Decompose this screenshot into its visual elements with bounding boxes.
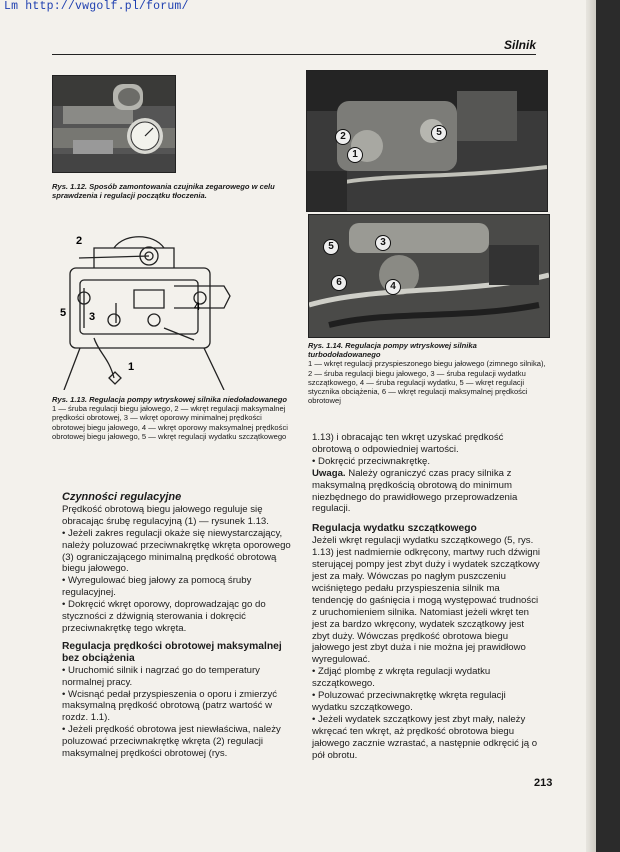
bullet-item: • Jeżeli wydatek szczątkowy jest zbyt mały, należy wkręcać ten wkręt, aż prędkość obrotowa biegu jałowego zacznie wzrastać, a następnie odkręcić ją o pół obrotu. [312,713,538,761]
figure-1-13-caption [52,395,288,441]
note-label: Uwaga. [312,467,346,479]
bullet-item: • Dokręcić wkręt oporowy, doprowadzając go do styczności z dźwignią sterowania i dokręcić przeciwnakrętkę tego wkręta. [62,599,266,634]
section-header: Silnik [503,38,536,52]
paragraph: 1.13) i obracając ten wkręt uzyskać prędkość obrotową o odpowiedniej wartości. [312,432,504,455]
diagram-label-1: 1 [128,361,135,373]
note-text: Należy ograniczyć czas pracy silnika z maksymalną prędkością obrotową do minimum niezbędnego do prawidłowego przeprowadzenia regulacji. [312,467,518,515]
figure-1-13-diagram [54,228,284,390]
heading-czynnosci-regulacyjne: Czynności regulacyjne [62,491,182,503]
photo-bottom-callout-4: 4 [385,279,401,295]
paragraph: Jeżeli wkręt regulacji wydatku szczątkowego (5, rys. 1.13) jest nadmiernie odkręcony, martwy ruch dźwigni sterującej pompy jest zbyt duży i wydatek szczątkowy jest za mały. Wówczas po nagłym puszczeniu wciśniętego pedału przyspieszenia silnik ma tendencję do gaśnięcia i mogą występować trudności z uruchomieniem silnika. Natomiast jeżeli wkręt ten jest za bardzo wkręcony, wydatek szczątkowy jest zbyt duży. Wówczas prędkość obrotowa biegu jałowego jest zbyt duża i nie można jej prawidłowo wyregulować. [312,535,541,666]
figure-1-12-photo [52,75,176,173]
figure-1-14-photo-top [306,70,548,212]
note-paragraph [312,468,542,516]
right-column-text [312,432,542,761]
heading-regulacja-predkosci: Regulacja prędkości obrotowej maksymalnej bez obciążenia [62,640,282,664]
bullet-item: • Uruchomić silnik i nagrzać go do temperatury normalnej pracy. [62,664,260,688]
figure-1-14-caption [308,341,546,405]
figure-1-14-caption-lead: Rys. 1.14. Regulacja pompy wtryskowej silnika turbodoładowanego [308,341,477,360]
diagram-label-5: 5 [60,307,67,319]
photo-top-callout-1: 1 [347,147,363,163]
photo-bottom-callout-6: 6 [331,275,347,291]
diagram-label-3: 3 [89,311,96,323]
bullet-item: • Dokręcić przeciwnakrętkę. [312,455,430,467]
figure-1-14-photo-bottom [308,214,550,338]
figure-1-13-caption-lead: Rys. 1.13. Regulacja pompy wtryskowej silnika niedoładowanego [52,395,288,404]
left-column-text [62,492,292,760]
heading-regulacja-wydatku: Regulacja wydatku szczątkowego [312,523,477,535]
source-url-watermark: Lm http://vwgolf.pl/forum/ [4,0,189,13]
bullet-item: • Zdjąć plombę z wkręta regulacji wydatku szczątkowego. [312,666,491,690]
figure-1-13-caption-body: 1 — śruba regulacji biegu jałowego, 2 — wkręt regulacji maksymalnej prędkości obrotowej, 3 — wkręt oporowy minimalnej prędkości obrotowej biegu jałowego, 4 — wkręt oporowy maksymalnej prędkości obrotowej biegu jałowego, 5 — wkręt regulacji wydatku szczątkowego [52,404,288,441]
photo-bottom-callout-5: 5 [323,239,339,255]
diagram-label-4: 4 [194,301,201,313]
figure-1-12-caption [52,182,284,200]
figure-1-12-caption-text: Rys. 1.12. Sposób zamontowania czujnika zegarowego w celu sprawdzenia i regulacji początku tłoczenia. [52,182,275,201]
photo-top-callout-2: 2 [335,129,351,145]
photo-top-callout-5: 5 [431,125,447,141]
bullet-item: • Jeżeli prędkość obrotowa jest niewłaściwa, należy poluzować przeciwnakrętkę wkręta (2) regulacji maksymalnej prędkości obrotowej (rys. [62,724,281,760]
diagram-label-2: 2 [76,235,83,247]
bullet-item: • Jeżeli zakres regulacji okaże się niewystarczający, należy poluzować przeciwnakrętkę wkręta oporowego (3) ograniczającego minimalną prędkość obrotową biegu jałowego. [62,527,291,575]
figure-1-14-caption-body: 1 — wkręt regulacji przyspieszonego biegu jałowego (zimnego silnika), 2 — śruba regulacji biegu jałowego, 3 — śruba regulacji wydatku szczątkowego, 4 — śruba regulacji wydatku, 5 — wkręt regulacji stycznika obciążenia, 6 — wkręt regulacji maksymalnej prędkości obrotowej [308,359,546,406]
header-rule [52,54,536,55]
page-number: 213 [534,777,553,789]
bullet-item: • Wyregulować bieg jałowy za pomocą śruby regulacyjnej. [62,575,252,599]
paragraph: Prędkość obrotową biegu jałowego reguluje się obracając śrubę regulacyjną (1) — rysunek 1.13. [62,503,269,527]
bullet-item: • Poluzować przeciwnakrętkę wkręta regulacji wydatku szczątkowego. [312,690,506,713]
photo-bottom-callout-3: 3 [375,235,391,251]
bullet-item: • Wcisnąć pedał przyspieszenia o oporu i zmierzyć maksymalną prędkość obrotową (patrz wartość w rozdz. 1.1). [62,688,278,724]
